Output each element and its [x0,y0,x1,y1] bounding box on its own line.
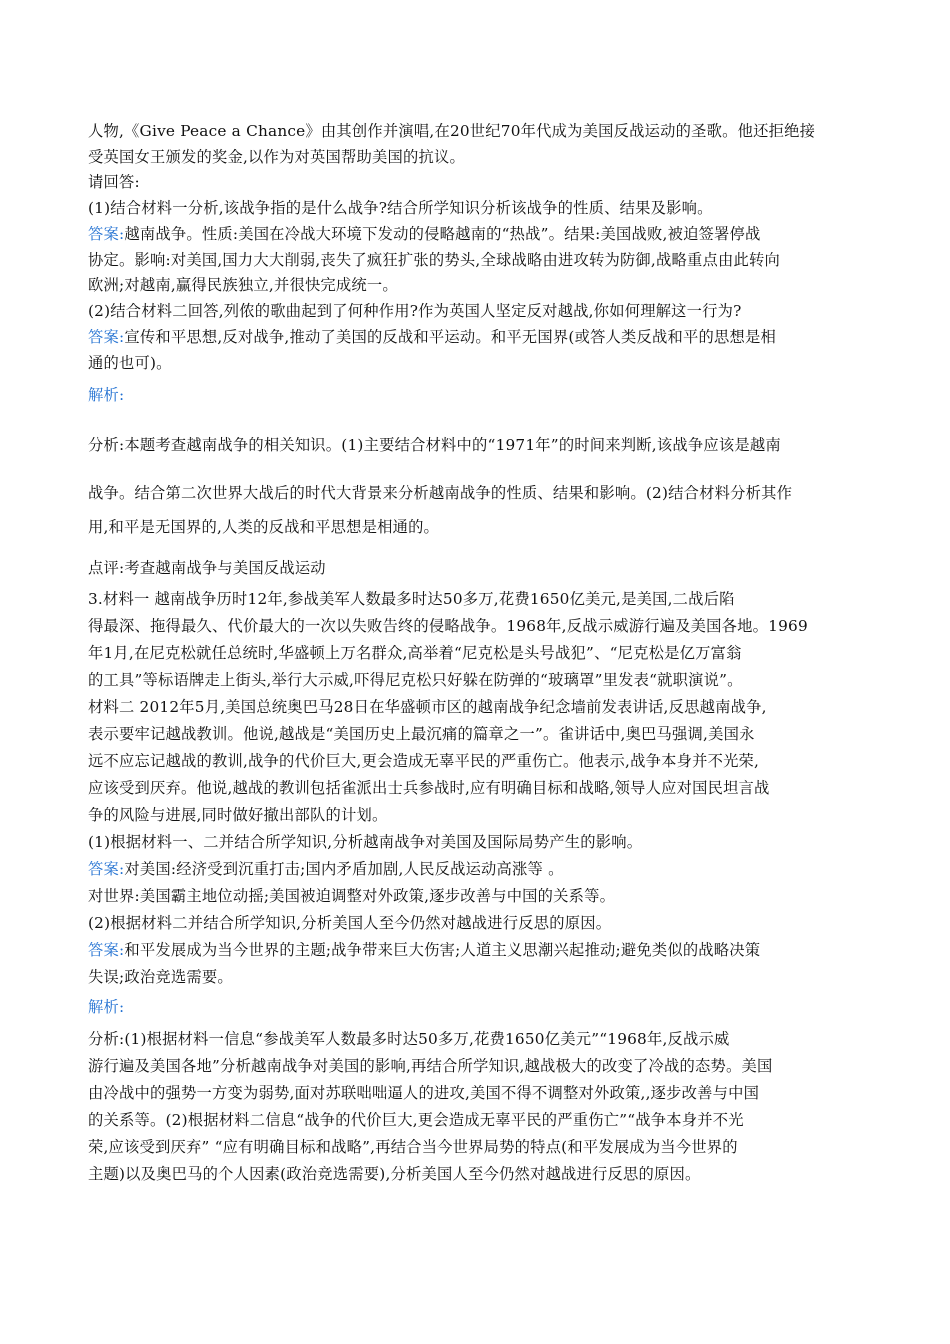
question-1: (1)结合材料一分析,该战争指的是什么战争?结合所学知识分析该战争的性质、结果及影响。 [88,199,713,217]
material-two: 应该受到厌弃。他说,越战的教训包括雀派出士兵参战时,应有明确目标和战略,领导人应对国民坦言战 [88,779,770,797]
material-one: 年1月,在尼克松就任总统时,华盛顿上万名群众,高举着“尼克松是头号战犯”、“尼克松是亿万富翁 [88,644,742,662]
analysis-text: 游行遍及美国各地”分析越南战争对美国的影响,再结合所学知识,越战极大的改变了冷战的态势。美国 [88,1057,773,1075]
answer-label: 答案: [88,860,125,878]
analysis-text: 用,和平是无国界的,人类的反战和平思想是相通的。 [88,518,440,536]
material-one: 3.材料一 越南战争历时12年,参战美军人数最多时达50多万,花费1650亿美元,是美国,二战后陷 [88,590,735,608]
material-two: 材料二 2012年5月,美国总统奥巴马28日在华盛顿市区的越南战争纪念墙前发表讲话,反思越南战争, [88,698,767,716]
answer-label: 答案: [88,225,125,243]
material-one: 的工具”等标语牌走上街头,举行大示威,吓得尼克松只好躲在防弹的“玻璃罩”里发表“就职演说”。 [88,671,743,689]
answer-label: 答案: [88,941,125,959]
analysis-label: 解析: [88,386,125,404]
material-two: 争的风险与进展,同时做好撤出部队的计划。 [88,806,388,824]
answer-1: 答案:对美国:经济受到沉重打击;国内矛盾加剧,人民反战运动高涨等 。 [88,860,564,878]
analysis-text: 分析:本题考查越南战争的相关知识。(1)主要结合材料中的“1971年”的时间来判断,该战争应该是越南 [88,436,781,454]
answer-text: 协定。影响:对美国,国力大大削弱,丧失了疯狂扩张的势头,全球战略由进攻转为防御,战略重点由此转向 [88,251,780,269]
analysis-text: 由冷战中的强势一方变为弱势,面对苏联咄咄逼人的进攻,美国不得不调整对外政策,,逐步改善与中国 [88,1084,760,1102]
analysis-text: 主题)以及奥巴马的个人因素(政治竞选需要),分析美国人至今仍然对越战进行反思的原因。 [88,1165,701,1183]
answer-text: 通的也可)。 [88,354,172,372]
answer-2: 答案:和平发展成为当今世界的主题;战争带来巨大伤害;人道主义思潮兴起推动;避免类似的战略决策 [88,941,761,959]
question-2: (2)结合材料二回答,列侬的歌曲起到了何种作用?作为英国人坚定反对越战,你如何理解这一行为? [88,302,742,320]
material-two: 远不应忘记越战的教训,战争的代价巨大,更会造成无辜平民的严重伤亡。他表示,战争本身并不光荣, [88,752,760,770]
comment-text: 点评:考查越南战争与美国反战运动 [88,559,326,577]
question-2: (2)根据材料二并结合所学知识,分析美国人至今仍然对越战进行反思的原因。 [88,914,612,932]
prompt-text: 请回答: [88,173,140,191]
answer-text: 对世界:美国霸主地位动摇;美国被迫调整对外政策,逐步改善与中国的关系等。 [88,887,616,905]
question-1: (1)根据材料一、二并结合所学知识,分析越南战争对美国及国际局势产生的影响。 [88,833,643,851]
answer-label: 答案: [88,328,125,346]
analysis-text: 荣,应该受到厌弃” “应有明确目标和战略”,再结合当今世界局势的特点(和平发展成为当今世界的 [88,1138,738,1156]
material-one: 得最深、拖得最久、代价最大的一次以失败告终的侵略战争。1968年,反战示威游行遍及美国各地。1969 [88,617,808,635]
analysis-text: 的关系等。(2)根据材料二信息“战争的代价巨大,更会造成无辜平民的严重伤亡”“战争本身并不光 [88,1111,744,1129]
analysis-text: 战争。结合第二次世界大战后的时代大背景来分析越南战争的性质、结果和影响。(2)结合材料分析其作 [88,484,793,502]
analysis-text: 分析:(1)根据材料一信息“参战美军人数最多时达50多万,花费1650亿美元”“1968年,反战示威 [88,1030,730,1048]
material-text: 受英国女王颁发的奖金,以作为对英国帮助美国的抗议。 [88,148,465,166]
analysis-label: 解析: [88,998,125,1016]
material-two: 表示要牢记越战教训。他说,越战是“美国历史上最沉痛的篇章之一”。雀讲话中,奥巴马强调,美国永 [88,725,755,743]
answer-1: 答案:越南战争。性质:美国在冷战大环境下发动的侵略越南的“热战”。结果:美国战败,被迫签署停战 [88,225,761,243]
material-text: 人物,《Give Peace a Chance》由其创作并演唱,在20世纪70年代成为美国反战运动的圣歌。他还拒绝接 [88,122,816,140]
answer-2: 答案:宣传和平思想,反对战争,推动了美国的反战和平运动。和平无国界(或答人类反战和平的思想是相 [88,328,777,346]
answer-text: 欧洲;对越南,赢得民族独立,并很快完成统一。 [88,276,398,294]
answer-text: 失误;政治竞选需要。 [88,968,233,986]
